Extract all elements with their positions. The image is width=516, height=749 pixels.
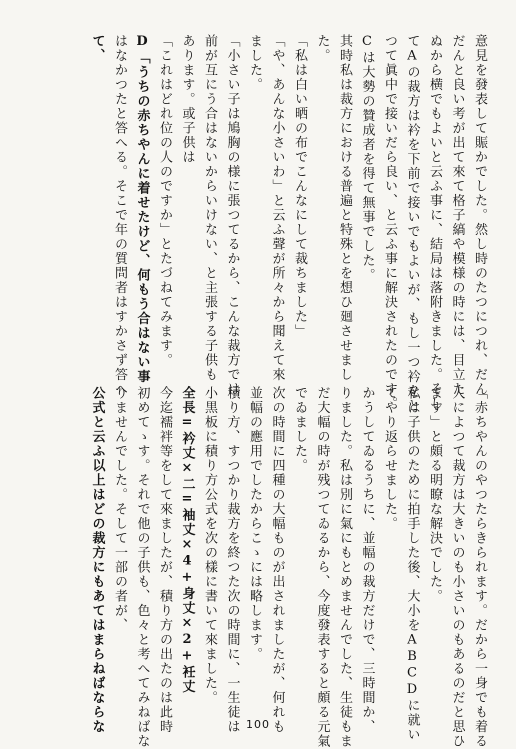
text-line: Cは大勢の贊成者を得て無事でした。 [359,34,375,283]
text-line: 小黒板に積り方公式を次の樣に書いて來ました。 [202,386,217,705]
text-line: かうしてゐるうちに、並幅の裁方だけで、三時間か、 [359,386,375,734]
text-line: 意見を發表して賑かでした。然し時のたつにつれ、だん [472,34,487,397]
text-line: 「や、あんな小さいわ」と云ふ聲が所々から聞えて來 [269,34,285,382]
text-line: だ大幅の時が残つてゐるから、今度發表すると頗る元氣 [314,386,330,749]
text-line: て、 [89,34,105,63]
text-line: 「小さい子は鳩胸の様に張つてるから、こんな裁方では [224,34,240,397]
text-line: てやり返らせました。 [382,386,397,531]
text-line: 私は子供のために拍手した後、大小をABCDに就い [404,386,420,742]
text-line: 「私は白い晒の布でこんなにして裁ちました」 [292,34,307,339]
text-line: りませんでした。そして一部の者が、 [112,386,127,633]
text-line: ました。 [247,34,262,92]
text-line: だんと良い考が出て來て格子縞や模様の時には、目立た [449,34,465,397]
text-line: 今迄襦袢等をして來ましたが、積り方の出たのは此時 [157,386,172,734]
text-line: 次の時間に四種の大幅ものが出されましたが、何れも [269,386,285,734]
text-line: てAの裁方は衿を下前で接いでもよいが、もし一つ衿をと [404,34,420,413]
formula-line: 全長=衿丈×二=袖丈×4+身丈×2+衽丈 [179,386,195,694]
top-text-block [16,34,487,413]
text-line: 公式と云ふ以上はどの裁方にもあてはまらねばならな [89,386,105,734]
page-number: 100 [246,718,270,731]
text-line: 初めてゝす。それで他の子供も、色々と考へてみねばな [134,386,150,749]
text-line: 並幅の應用でしたからこゝには略します。 [247,386,262,662]
text-line: 前が互にう合はないからいけない、と主張する子供も [202,34,217,382]
text-line: つて眞中で接いだら良い、と云ふ事に解決されたのです。 [382,34,397,411]
text-line: D「うちの赤ちやんに着せたけど、何もう合はない事 [134,34,150,384]
text-line: りました。私は別に氣にもとめませんでした、生徒もま [337,386,352,749]
text-line: ます」と頗る明瞭な解決でした。 [427,386,442,604]
text-line: はなかつたと答へる。そこで年の質問者はすかさず答へ [112,34,127,397]
text-line: でゐました。 [292,386,307,473]
text-line: 「これはどれ位の人のですか」とたづねてみます。 [157,34,172,368]
text-line: 人によつて裁方は大きいのも小さいのもあるのだと思ひ [449,386,465,749]
text-line: 積り方、すつかり裁方を終つた次の時間に、一生徒は [224,386,240,734]
text-line: 其時私は裁方における普遍と特殊とを想ひ廻させまし [337,34,352,382]
text-line: ぬから横でもよいと云ふ事に、結局は落附きました。そし [427,34,442,411]
text-line: た。 [314,34,330,63]
text-line: あります。或子供は [179,34,195,165]
text-line: 「赤ちやんのやつたらきられます。だから一身でも着る [472,386,487,749]
